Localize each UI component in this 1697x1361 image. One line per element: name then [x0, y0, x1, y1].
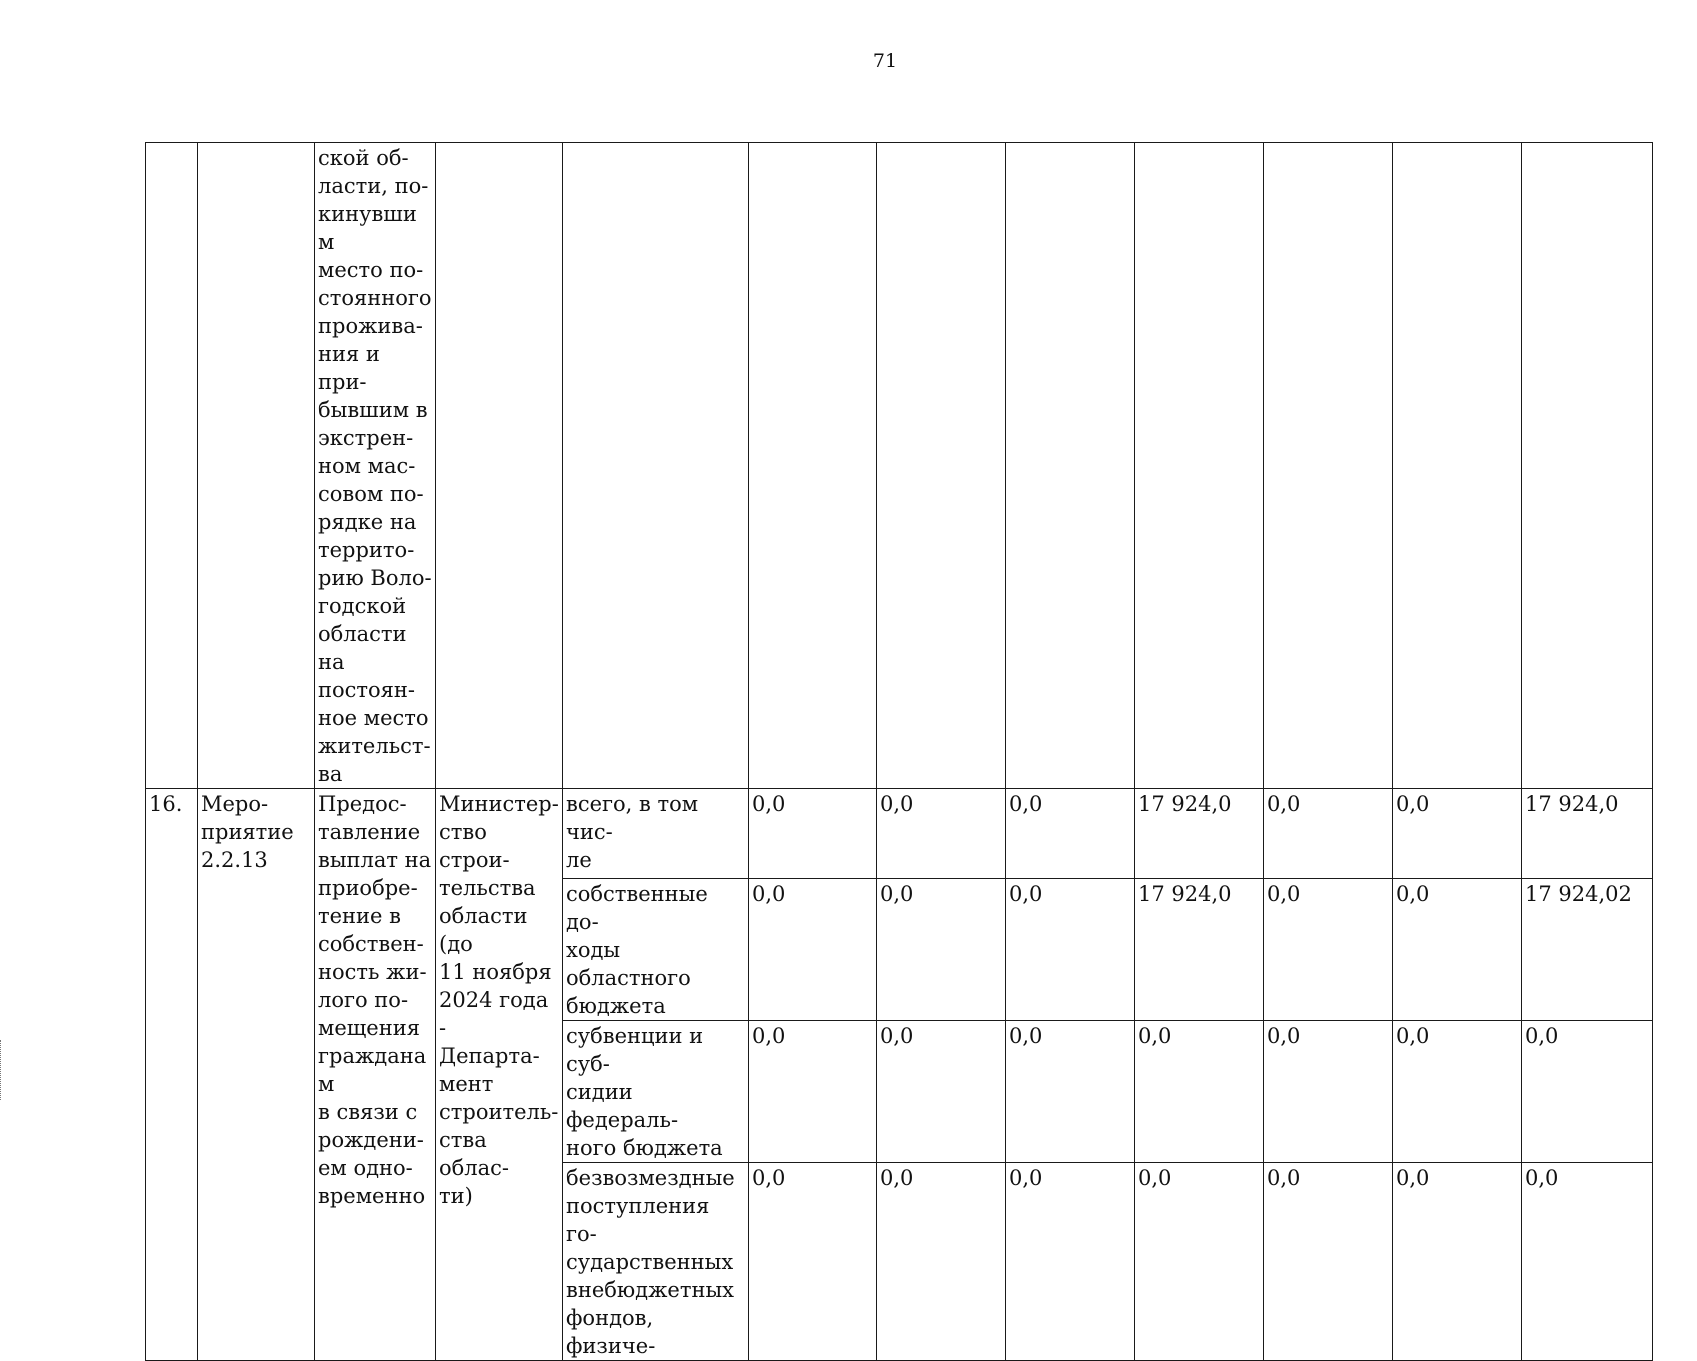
value-cell: 0,0 — [1264, 1163, 1393, 1361]
cell-empty — [1264, 143, 1393, 789]
source-label-cell: всего, в том чис- ле — [563, 789, 749, 879]
value-cell: 0,0 — [1393, 789, 1522, 879]
value-cell: 17 924,02 — [1522, 879, 1653, 1021]
table-row-source-total — [146, 789, 1653, 879]
cell-empty — [436, 143, 563, 789]
cell-empty — [749, 143, 877, 789]
value-cell: 0,0 — [1264, 879, 1393, 1021]
value-cell: 17 924,0 — [1522, 789, 1653, 879]
cell-empty — [198, 143, 315, 789]
cell-empty — [563, 143, 749, 789]
cell-empty — [1393, 143, 1522, 789]
value-cell: 0,0 — [1006, 879, 1135, 1021]
value-cell: 0,0 — [1135, 1163, 1264, 1361]
cell-empty — [1006, 143, 1135, 789]
row-number-cell: 16. — [146, 789, 198, 1361]
cell-empty — [146, 143, 198, 789]
value-cell: 0,0 — [1006, 1021, 1135, 1163]
scan-edge-marks — [0, 1040, 4, 1100]
source-label-cell: собственные до- ходы областного бюджета — [563, 879, 749, 1021]
value-cell: 0,0 — [877, 1021, 1006, 1163]
value-cell: 0,0 — [749, 789, 877, 879]
value-cell: 0,0 — [1522, 1021, 1653, 1163]
value-cell: 0,0 — [1006, 789, 1135, 879]
measure-name-cell: Меро- приятие 2.2.13 — [198, 789, 315, 1361]
cell-empty — [877, 143, 1006, 789]
value-cell: 0,0 — [1264, 1021, 1393, 1163]
value-cell: 0,0 — [1393, 1163, 1522, 1361]
table-row-continued — [146, 143, 1653, 789]
measure-description-cell: Предос- тавление выплат на приобре- тение в собствен- ность жи- лого по- мещения гражданам в связи с рождени- ем одно- временно — [315, 789, 436, 1361]
value-cell: 0,0 — [1393, 1021, 1522, 1163]
value-cell: 17 924,0 — [1135, 879, 1264, 1021]
value-cell: 0,0 — [749, 879, 877, 1021]
budget-table — [145, 142, 1653, 1361]
value-cell: 0,0 — [1135, 1021, 1264, 1163]
executor-cell: Министер- ство строи- тельства области (до 11 ноября 2024 года - Департа- мент строитель- ства облас- ти) — [436, 789, 563, 1361]
value-cell: 0,0 — [877, 1163, 1006, 1361]
value-cell: 0,0 — [1006, 1163, 1135, 1361]
budget-table-sheet — [145, 142, 1652, 1358]
value-cell: 17 924,0 — [1135, 789, 1264, 879]
continued-description-cell: ской об- ласти, по- кинувшим место по- стоянного прожива- ния и при- бывшим в экстрен- ном мас- совом по- рядке на террито- рию Воло- годской области на постоян- ное место жительст- ва — [315, 143, 436, 789]
value-cell: 0,0 — [877, 879, 1006, 1021]
cell-empty — [1522, 143, 1653, 789]
value-cell: 0,0 — [1522, 1163, 1653, 1361]
value-cell: 0,0 — [1393, 879, 1522, 1021]
source-label-cell: субвенции и суб- сидии федераль- ного бюджета — [563, 1021, 749, 1163]
value-cell: 0,0 — [1264, 789, 1393, 879]
source-label-cell: безвозмездные поступления го- сударственных внебюджетных фондов, физиче- — [563, 1163, 749, 1361]
cell-empty — [1135, 143, 1264, 789]
value-cell: 0,0 — [877, 789, 1006, 879]
value-cell: 0,0 — [749, 1021, 877, 1163]
value-cell: 0,0 — [749, 1163, 877, 1361]
page-number: 71 — [872, 50, 898, 72]
